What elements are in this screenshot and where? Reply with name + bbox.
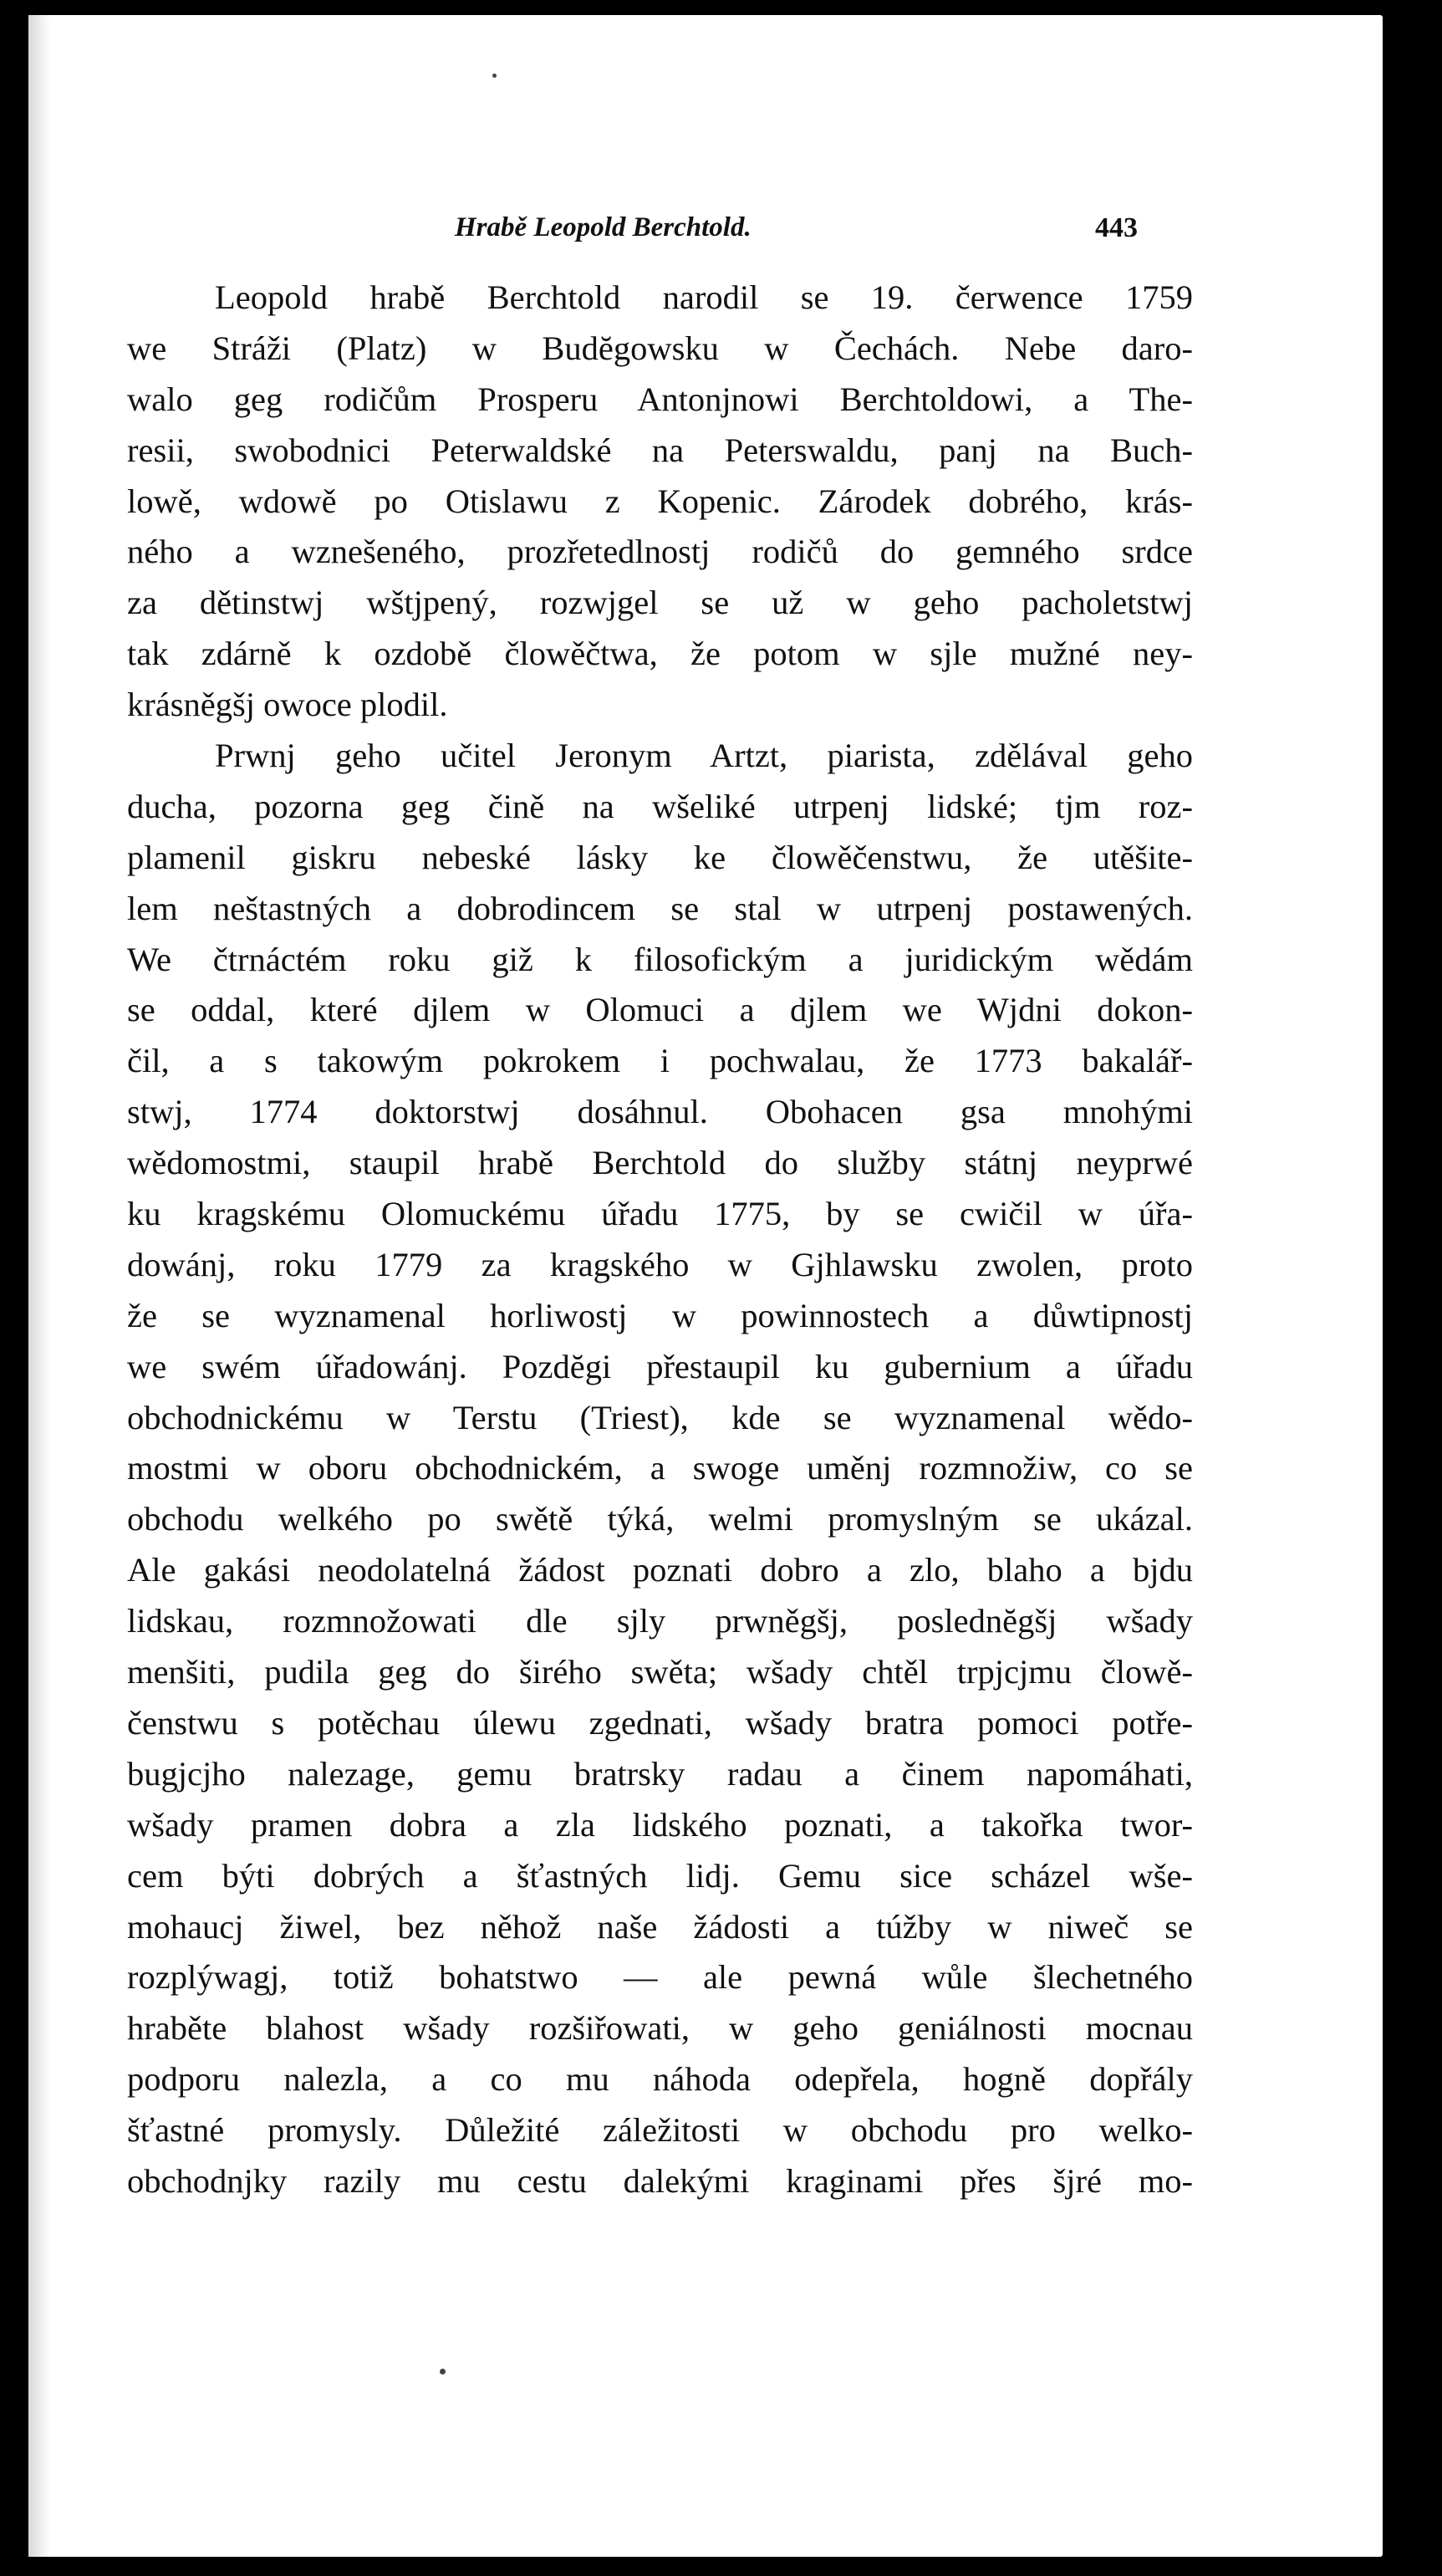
paragraph-1: [127, 273, 1193, 731]
text-line: bugjcjho nalezage, gemu bratrsky radau a činem napomáhati,: [127, 1754, 1193, 1793]
text-line: we Stráži (Platz) w Budĕgowsku w Čechách. Nebe daro-: [127, 329, 1193, 367]
text-line: rozplýwagj, totiž bohatstwo — ale pewná wůle šlechetného: [127, 1958, 1193, 1997]
text-line: Ale gakási neodolatelná žádost poznati dobro a zlo, blaho a bjdu: [127, 1551, 1193, 1589]
paper-speck: [492, 74, 497, 78]
text-line: wědomostmi, staupil hrabě Berchtold do služby státnj neyprwé: [127, 1144, 1193, 1182]
text-line: tak zdárně k ozdobě člowěčtwa, že potom w sjle mužné ney-: [127, 635, 1193, 673]
paragraph-2: [127, 731, 1193, 2207]
text-line: ducha, pozorna geg čině na wšeliké utrpenj lidské; tjm roz-: [127, 787, 1193, 825]
book-page: [28, 15, 1383, 2557]
text-line: šťastné promysly. Důležité záležitosti w obchodu pro welko-: [127, 2111, 1193, 2150]
text-line: resii, swobodnici Peterwaldské na Peterswaldu, panj na Buch-: [127, 431, 1193, 469]
text-line: plamenil giskru nebeské lásky ke člowěčenstwu, že utěšite-: [127, 838, 1193, 876]
text-line: dowánj, roku 1779 za kragského w Gjhlawsku zwolen, proto: [127, 1245, 1193, 1283]
text-line: ku kragskému Olomuckému úřadu 1775, by se cwičil w úřa-: [127, 1195, 1193, 1233]
text-line: lem neštastných a dobrodincem se stal w utrpenj postawených.: [127, 889, 1193, 927]
text-line: hraběte blahost wšady rozšiřowati, w geho geniálnosti mocnau: [127, 2009, 1193, 2048]
body-text: [127, 273, 1193, 2207]
text-line: we swém úřadowánj. Pozdĕgi přestaupil ku gubernium a úřadu: [127, 1347, 1193, 1385]
text-line: Prwnj geho učitel Jeronym Artzt, piarista, zdělával geho: [215, 737, 1193, 775]
text-line: lidskau, rozmnožowati dle sjly prwněgšj, poslednĕgšj wšady: [127, 1602, 1193, 1640]
text-line: mostmi w oboru obchodnickém, a swoge uměnj rozmnožiw, co se: [127, 1449, 1193, 1487]
text-line: obchodnjky razily mu cestu dalekými kraginami přes šjré mo-: [127, 2161, 1193, 2200]
text-line: wšady pramen dobra a zla lidského poznati, a takořka twor-: [127, 1805, 1193, 1844]
text-line: lowě, wdowě po Otislawu z Kopenic. Zárodek dobrého, krás-: [127, 482, 1193, 520]
text-line: cem býti dobrých a šťastných lidj. Gemu sice scházel wše-: [127, 1856, 1193, 1895]
text-line: že se wyznamenal horliwostj w powinnostech a důwtipnostj: [127, 1296, 1193, 1334]
text-line: čil, a s takowým pokrokem i pochwalau, že 1773 bakalář-: [127, 1042, 1193, 1080]
text-line: We čtrnáctém roku giž k filosofickým a juridickým wědám: [127, 940, 1193, 978]
page-header: [28, 212, 1383, 263]
text-line: za dětinstwj wštjpený, rozwjgel se už w geho pacholetstwj: [127, 584, 1193, 622]
text-line: menšiti, pudila geg do širého swěta; wšady chtěl trpjcjmu člowě-: [127, 1653, 1193, 1691]
text-line: stwj, 1774 doktorstwj dosáhnul. Obohacen gsa mnohými: [127, 1093, 1193, 1131]
text-line: krásněgšj owoce plodil.: [127, 686, 448, 724]
text-line: čenstwu s potěchau úlewu zgednati, wšady bratra pomoci potře-: [127, 1703, 1193, 1742]
text-line: Leopold hrabě Berchtold narodil se 19. čerwence 1759: [215, 278, 1193, 316]
paper-speck: [440, 2369, 446, 2375]
binding-shadow: [28, 15, 50, 2557]
page-number: 443: [1095, 212, 1138, 243]
running-head: Hrabě Leopold Berchtold.: [455, 212, 752, 242]
text-line: mohaucj žiwel, bez něhož naše žádosti a túžby w niweč se: [127, 1907, 1193, 1946]
text-line: podporu nalezla, a co mu náhoda odepřela, hogně dopřály: [127, 2060, 1193, 2099]
text-line: walo geg rodičům Prosperu Antonjnowi Berchtoldowi, a The-: [127, 380, 1193, 418]
text-line: obchodu welkého po swětě týká, welmi promyslným se ukázal.: [127, 1500, 1193, 1538]
text-line: obchodnickému w Terstu (Triest), kde se wyznamenal wědo-: [127, 1398, 1193, 1436]
text-line: se oddal, které djlem w Olomuci a djlem we Wjdni dokon-: [127, 991, 1193, 1029]
text-line: ného a wznešeného, prozřetedlnostj rodičů do gemného srdce: [127, 533, 1193, 571]
